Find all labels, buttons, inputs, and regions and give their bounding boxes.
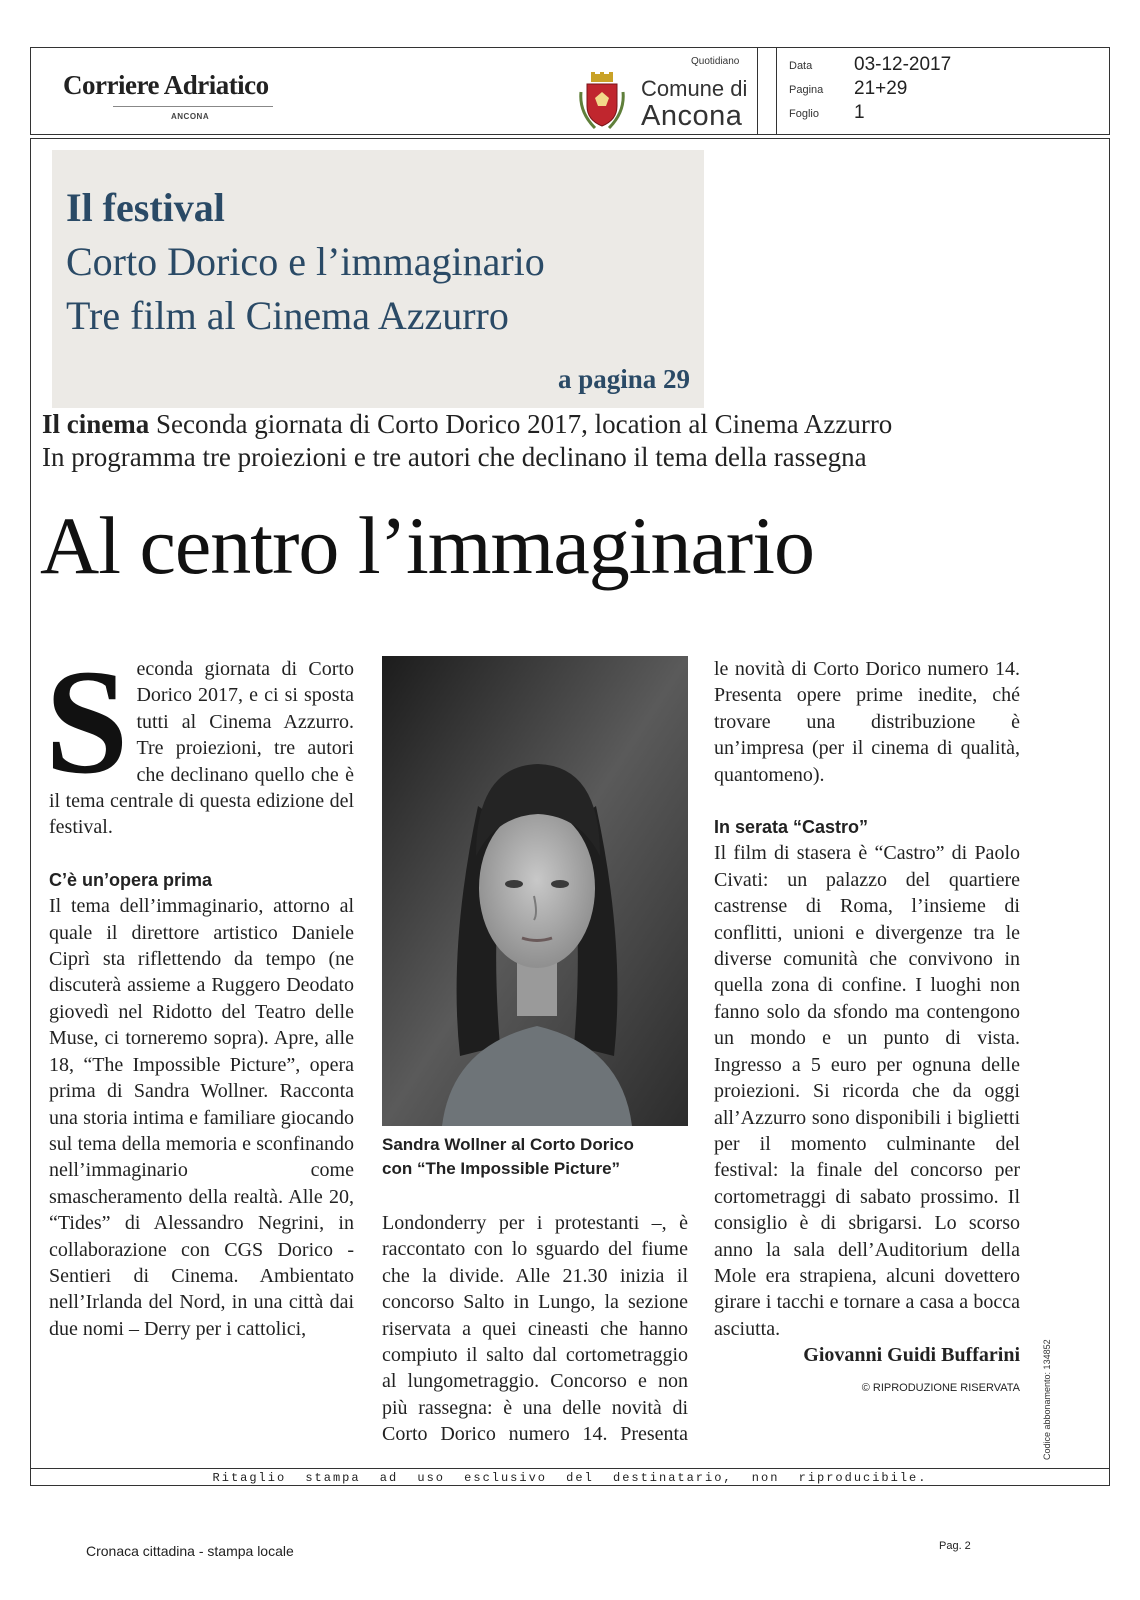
subhead-castro: In serata “Castro” [714, 817, 869, 838]
pagina-label: Pagina [789, 84, 824, 96]
comune-line1: Comune di [641, 76, 748, 101]
section-label: Cronaca cittadina - stampa locale [86, 1543, 294, 1559]
pagina-value: 21+29 [854, 78, 908, 99]
byline: Giovanni Guidi Buffarini [803, 1344, 1020, 1367]
article-headline: Al centro l’immaginario [40, 500, 814, 591]
teaser-title-line2: Tre film al Cinema Azzurro [66, 293, 509, 338]
ancona-crest-icon [579, 72, 625, 132]
copyright-notice: © RIPRODUZIONE RISERVATA [861, 1381, 1020, 1394]
quotidiano-label: Quotidiano [691, 56, 740, 67]
foglio-label: Foglio [789, 108, 819, 120]
body-paragraph-1: Il tema dell’immaginario, attorno al quale il direttore artistico Daniele Ciprì sta riflettendo da tempo (ne discuterà assieme a Ruggero Deodato giovedì nel Ridotto del Teatro delle Muse, ci torneremo sopra). Apre, alle 18, “The Impossible Picture”, opera prima di Sandra Wollner. Racconta una storia intima e familiare giocando sul tema della memoria e sconfinando nell’immaginario come smascheramento della realtà. Alle 20, “Tides” di Alessandro Negrini, in collaborazione con CGS Dorico - Sentieri di Cinema. Ambientato nell’Irlanda del Nord, in una città dai due nomi – Derry per i cattolici, [49, 895, 354, 1340]
intro-text: econda giornata di Corto Dorico 2017, e ci si sposta tutti al Cinema Azzurro. Tre proiezioni, tre autori che declinano quello che è il tema centrale di questa edizione del festival. [49, 658, 354, 839]
teaser-box [52, 150, 704, 408]
subhead-opera-prima: C’è un’opera prima [49, 869, 213, 890]
article-photo [382, 656, 688, 1126]
article-column-3 [714, 656, 1020, 1401]
dropcap: S [45, 639, 129, 805]
clipping-disclaimer: Ritaglio stampa ad uso esclusivo del destinatario, non riproducibile. [30, 1468, 1110, 1487]
teaser-kicker: Il festival [66, 185, 225, 230]
comune-line2: Ancona [641, 100, 743, 132]
subscription-code: Codice abbonamento: 134852 [1042, 1339, 1052, 1460]
clipping-header [30, 47, 1110, 135]
data-value: 03-12-2017 [854, 54, 952, 75]
data-label: Data [789, 60, 813, 72]
intro-paragraph [45, 639, 354, 841]
masthead-area [31, 48, 758, 134]
deck-line1 [42, 408, 1042, 441]
portrait-image [382, 656, 688, 1126]
deck-line1-text: Seconda giornata di Corto Dorico 2017, location al Cinema Azzurro [156, 409, 893, 439]
body-paragraph-3: Il film di stasera è “Castro” di Paolo Civati: un palazzo del quartiere castrense di Roma, l’insieme di conflitti, unioni e divergenze tra le diverse comunità che convivono in quella zona di confine. I luoghi non fanno solo da sfondo ma contengono un mondo e un punto di vista. Ingresso a 5 euro per ognuna delle proiezioni. Si ricorda che da oggi all’Azzurro sono disponibili i biglietti per il momento culminante del festival: la finale del concorso per cortometraggi di sabato prossimo. Il consiglio è di sbrigarsi. Lo scorso anno la sala dell’Auditorium della Mole era strapiena, alcuni dovettero girare i tacchi e tornare a casa a bocca asciutta. [714, 842, 1020, 1340]
article-column-2 [382, 1210, 688, 1448]
masthead-city: ANCONA [171, 112, 210, 121]
article-column-1 [45, 639, 354, 1342]
teaser-title-line1: Corto Dorico e l’immaginario [66, 239, 545, 284]
clipping-meta [776, 48, 1110, 134]
page-number: Pag. 2 [939, 1540, 971, 1552]
teaser-page-ref: a pagina 29 [557, 364, 690, 394]
masthead-logo: Corriere Adriatico [63, 70, 269, 100]
comune-label [641, 78, 756, 131]
article-deck [42, 408, 1042, 474]
body-paragraph-2: Londonderry per i protestanti –, è raccontato con lo sguardo del fiume che la divide. Alle 21.30 inizia il concorso Salto in Lungo, la sezione riservata a quei cineasti che hanno compiuto il salto dal cortometraggio al lungometraggio. Concorso e non più rassegna: è una delle novità di Corto Dorico numero 14. Presenta [382, 1212, 688, 1446]
column3-continuation: le novità di Corto Dorico numero 14. Presenta opere prime inedite, ché trovare una distribuzione è un’impresa (per il cinema di qualità, quantomeno). [714, 658, 1020, 786]
masthead-rule [113, 106, 273, 107]
foglio-value: 1 [854, 102, 865, 123]
deck-line2: In programma tre proiezioni e tre autori che declinano il tema della rassegna [42, 442, 867, 472]
caption-line2: con “The Impossible Picture” [382, 1159, 621, 1178]
caption-line1: Sandra Wollner al Corto Dorico [382, 1135, 634, 1154]
deck-kicker: Il cinema [42, 409, 150, 439]
photo-caption [382, 1133, 688, 1181]
